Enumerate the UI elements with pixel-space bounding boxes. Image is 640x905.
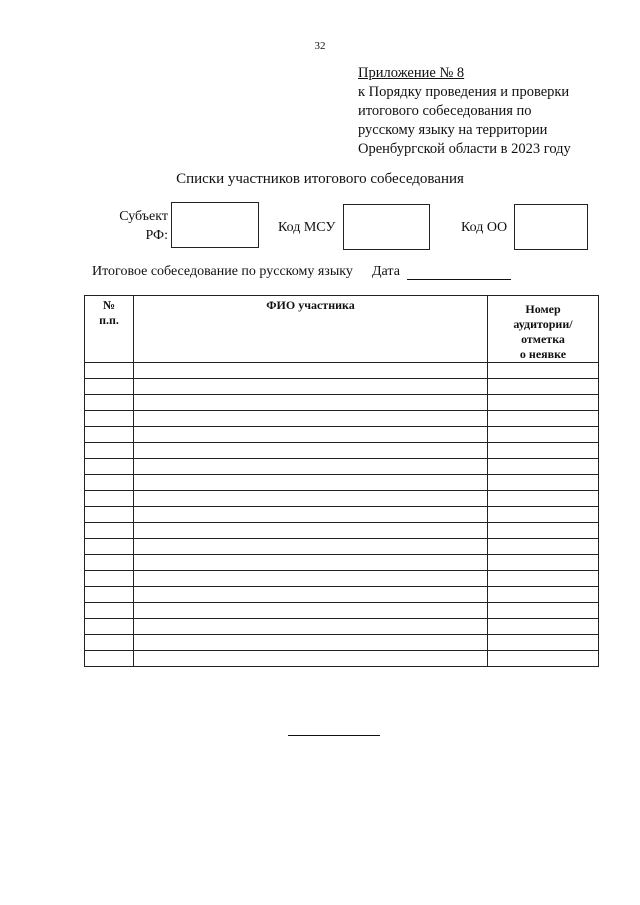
appendix-line: итогового собеседования по [358, 103, 532, 119]
number-cell[interactable] [85, 507, 134, 523]
table-row [85, 587, 599, 603]
fio-cell[interactable] [134, 443, 488, 459]
number-cell[interactable] [85, 443, 134, 459]
number-cell[interactable] [85, 363, 134, 379]
number-cell[interactable] [85, 395, 134, 411]
number-cell[interactable] [85, 379, 134, 395]
room-cell[interactable] [488, 619, 599, 635]
number-cell[interactable] [85, 459, 134, 475]
fio-cell[interactable] [134, 555, 488, 571]
page-number: 32 [314, 40, 326, 52]
end-rule [288, 735, 380, 736]
date-label: Дата [372, 264, 400, 279]
room-cell[interactable] [488, 411, 599, 427]
fio-cell[interactable] [134, 459, 488, 475]
appendix-line: Оренбургской области в 2023 году [358, 141, 571, 157]
header-room [488, 296, 599, 363]
fio-cell[interactable] [134, 395, 488, 411]
subject-label [110, 207, 168, 245]
list-title: Списки участников итогового собеседования [176, 171, 464, 187]
header-room-line: Номер [525, 302, 561, 316]
number-cell[interactable] [85, 427, 134, 443]
fio-cell[interactable] [134, 635, 488, 651]
fio-cell[interactable] [134, 651, 488, 667]
header-number [85, 296, 134, 363]
room-cell[interactable] [488, 427, 599, 443]
header-number-line: № [102, 298, 116, 312]
number-cell[interactable] [85, 571, 134, 587]
oo-code-box[interactable] [514, 204, 588, 250]
number-cell[interactable] [85, 619, 134, 635]
table-row [85, 555, 599, 571]
table-row [85, 427, 599, 443]
header-fio: ФИО участника [134, 296, 488, 363]
number-cell[interactable] [85, 555, 134, 571]
appendix-title: Приложение № 8 [358, 65, 465, 81]
room-cell[interactable] [488, 603, 599, 619]
subject-code-box[interactable] [171, 202, 259, 248]
table-row [85, 411, 599, 427]
room-cell[interactable] [488, 491, 599, 507]
subject-label-line2: РФ: [145, 228, 168, 243]
room-cell[interactable] [488, 635, 599, 651]
exam-label: Итоговое собеседование по русскому языку [92, 264, 353, 279]
appendix-block [358, 64, 571, 159]
table-row [85, 443, 599, 459]
fio-cell[interactable] [134, 587, 488, 603]
msu-code-box[interactable] [343, 204, 430, 250]
room-cell[interactable] [488, 507, 599, 523]
date-input-line[interactable] [407, 279, 511, 280]
number-cell[interactable] [85, 539, 134, 555]
table-row [85, 523, 599, 539]
room-cell[interactable] [488, 539, 599, 555]
room-cell[interactable] [488, 523, 599, 539]
room-cell[interactable] [488, 651, 599, 667]
room-cell[interactable] [488, 443, 599, 459]
table-row [85, 619, 599, 635]
table-header-row [85, 296, 599, 363]
number-cell[interactable] [85, 523, 134, 539]
table-body [85, 363, 599, 667]
appendix-line: русскому языку на территории [358, 122, 548, 138]
table-row [85, 459, 599, 475]
header-room-line: аудитории/ [513, 317, 573, 331]
table-row [85, 475, 599, 491]
header-number-line: п.п. [99, 313, 119, 327]
fio-cell[interactable] [134, 571, 488, 587]
participants-table [84, 295, 599, 667]
table-row [85, 603, 599, 619]
table-row [85, 539, 599, 555]
number-cell[interactable] [85, 635, 134, 651]
room-cell[interactable] [488, 459, 599, 475]
table-row [85, 635, 599, 651]
table-row [85, 507, 599, 523]
room-cell[interactable] [488, 571, 599, 587]
room-cell[interactable] [488, 379, 599, 395]
number-cell[interactable] [85, 475, 134, 491]
fio-cell[interactable] [134, 491, 488, 507]
number-cell[interactable] [85, 491, 134, 507]
room-cell[interactable] [488, 395, 599, 411]
oo-label: Код ОО [461, 220, 508, 235]
fio-cell[interactable] [134, 507, 488, 523]
header-room-line: о неявке [519, 347, 567, 361]
table-row [85, 651, 599, 667]
fio-cell[interactable] [134, 427, 488, 443]
room-cell[interactable] [488, 587, 599, 603]
number-cell[interactable] [85, 603, 134, 619]
fio-cell[interactable] [134, 363, 488, 379]
fio-cell[interactable] [134, 475, 488, 491]
msu-label: Код МСУ [278, 220, 336, 235]
appendix-line: к Порядку проведения и проверки [358, 84, 570, 100]
number-cell[interactable] [85, 587, 134, 603]
room-cell[interactable] [488, 363, 599, 379]
fio-cell[interactable] [134, 603, 488, 619]
table-row [85, 571, 599, 587]
fio-cell[interactable] [134, 619, 488, 635]
table-row [85, 491, 599, 507]
fio-cell[interactable] [134, 523, 488, 539]
subject-label-line1: Субъект [119, 209, 168, 224]
fio-cell[interactable] [134, 411, 488, 427]
header-room-line: отметка [521, 332, 565, 346]
fio-cell[interactable] [134, 379, 488, 395]
table-row [85, 395, 599, 411]
number-cell[interactable] [85, 651, 134, 667]
table-row [85, 363, 599, 379]
number-cell[interactable] [85, 411, 134, 427]
room-cell[interactable] [488, 475, 599, 491]
room-cell[interactable] [488, 555, 599, 571]
fio-cell[interactable] [134, 539, 488, 555]
table-row [85, 379, 599, 395]
